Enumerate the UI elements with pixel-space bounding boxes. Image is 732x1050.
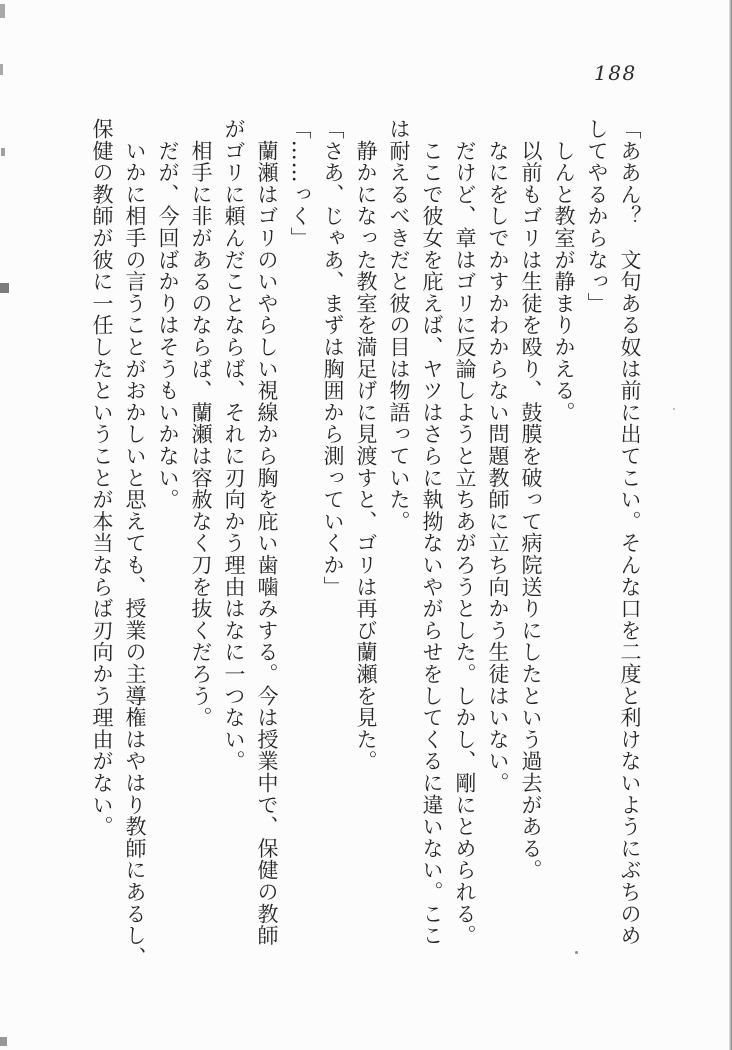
text-line: しんと教室が静まりかえる。	[552, 118, 576, 424]
text-line: 相手に非があるのならば、蘭瀬は容赦なく刀を抜くだろう。	[189, 118, 213, 729]
scan-artifact	[0, 1037, 7, 1046]
scan-artifact	[0, 4, 5, 18]
text-line: 以前もゴリは生徒を殴り、鼓膜を破って病院送りにしたという過去がある。	[519, 118, 543, 881]
scan-artifact	[0, 64, 3, 75]
scan-artifact	[1, 148, 5, 156]
body-text	[85, 118, 646, 969]
text-line: いかに相手の言うことがおかしいと思えても、授業の主導権はやはり教師にあるし、	[123, 118, 147, 969]
text-line: 「さあ、じゃあ、まずは胸囲から測っていくか」	[321, 118, 345, 598]
text-line: ここで彼女を庇えば、ヤツはさらに執拗ないやがらせをしてくるに違いない。ここ	[420, 118, 444, 947]
text-line: なにをしでかすかわからない問題教師に立ち向かう生徒はいない。	[486, 118, 510, 794]
text-line: 保健の教師が彼に一任したということが本当ならば刃向かう理由がない。	[90, 118, 114, 838]
scan-artifact	[0, 283, 9, 293]
text-line: 静かになった教室を満足げに見渡すと、ゴリは再び蘭瀬を見た。	[354, 118, 378, 772]
text-line: だけど、章はゴリに反論しようと立ちあがろうとした。しかし、剛にとめられる。	[453, 118, 477, 947]
text-line: 「ああん？ 文句ある奴は前に出てこい。そんな口を二度と利けないようにぶちのめ	[618, 118, 642, 947]
text-line: してやるからなっ」	[585, 118, 609, 315]
text-line: だが、今回ばかりはそうもいかない。	[156, 118, 180, 511]
scan-speck	[575, 951, 578, 954]
text-line: は耐えるべきだと彼の目は物語っていた。	[387, 118, 411, 533]
text-line: 蘭瀬はゴリのいやらしい視線から胸を庇い歯噛みする。今は授業中で、保健の教師	[255, 118, 279, 947]
text-line: 「……っく」	[288, 118, 312, 249]
page-number: 188	[594, 61, 637, 85]
scan-speck	[673, 408, 675, 410]
text-line: がゴリに頼んだことならば、それに刃向かう理由はなに一つない。	[222, 118, 246, 772]
